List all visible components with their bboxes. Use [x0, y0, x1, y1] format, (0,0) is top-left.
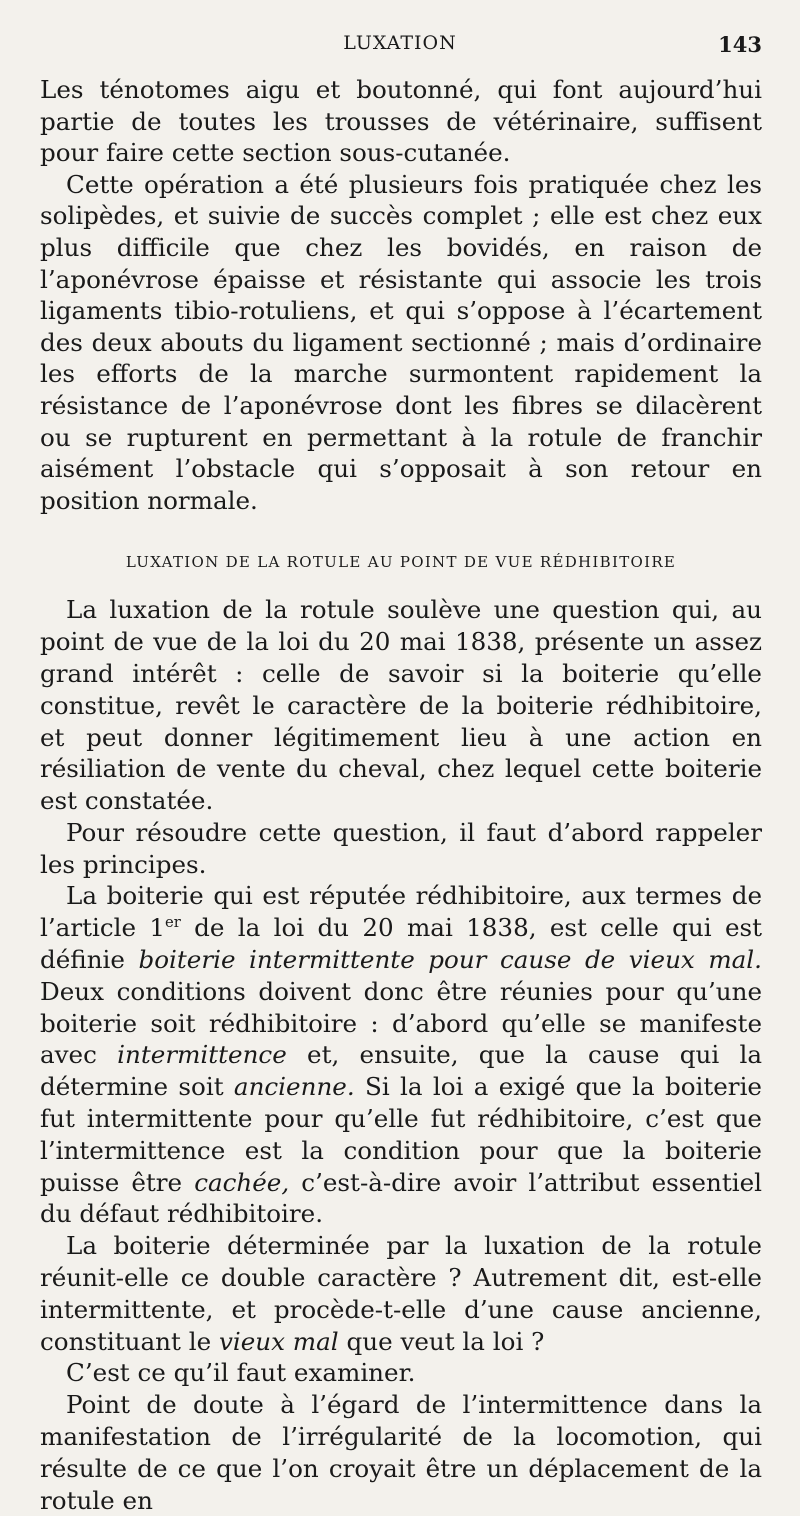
paragraph-intermittence: Point de doute à l’égard de l’intermittence dans la manifestation de l’irrégularité de la locomotion, qui résulte de ce que l’on croyait être un déplacement de la rotule en — [40, 1390, 762, 1515]
paragraph-principles: Pour résoudre cette question, il faut d’abord rappeler les principes. — [40, 817, 762, 879]
superscript: er — [165, 914, 181, 932]
italic-phrase: ancienne. — [233, 1072, 355, 1102]
italic-phrase: boiterie intermittente pour cause de vieux mal. — [138, 945, 762, 975]
paragraph-tenotomes: Les ténotomes aigu et boutonné, qui font aujourd’hui partie de toutes les trousses de vétérinaire, suffisent pour faire cette section sous-cutanée. — [40, 75, 762, 168]
text-run: et, ensuite, que la cause qui la détermine soit — [40, 1040, 762, 1102]
page-number: 143 — [718, 32, 762, 57]
running-title: LUXATION — [343, 32, 457, 54]
text-run: Deux conditions doivent donc être réunies pour qu’une boiterie soit rédhibitoire : d’abord qu’elle se manifeste avec — [40, 976, 762, 1070]
italic-phrase: vieux mal — [218, 1326, 339, 1356]
italic-phrase: cachée, — [194, 1167, 290, 1197]
section-heading: LUXATION DE LA ROTULE AU POINT DE VUE RÉDHIBITOIRE — [125, 553, 677, 572]
section-body — [40, 594, 762, 1516]
paragraph-question: La luxation de la rotule soulève une question qui, au point de vue de la loi du 20 mai 1838, présente un assez grand intérêt : celle de savoir si la boiterie qu’elle constitue, revêt le caractère de la boiterie rédhibitoire, et peut donner légitimement lieu à une action en résiliation de vente du cheval, chez lequel cette boiterie est constatée. — [40, 595, 762, 816]
paragraph-examine: C’est ce qu’il faut examiner. — [66, 1358, 416, 1388]
running-head — [0, 30, 800, 64]
italic-phrase: intermittence — [117, 1040, 287, 1070]
paragraph-double-character — [40, 1230, 762, 1357]
text-run: La boiterie qui est réputée rédhibitoire, aux termes de l’article 1 — [40, 881, 762, 943]
text-run: que veut la loi ? — [338, 1326, 545, 1356]
body-text — [40, 74, 762, 1516]
text-run: de la loi du 20 mai 1838, est celle qui est définie — [40, 913, 762, 975]
text-run: La boiterie déterminée par la luxation de la rotule réunit-elle ce double caractère ? Autrement dit, est-elle intermittente, et procède-t-elle d’une cause ancienne, constituant le — [40, 1231, 762, 1356]
paragraph-operation: Cette opération a été plusieurs fois pratiquée chez les solipèdes, et suivie de succès complet ; elle est chez eux plus difficile que chez les bovidés, en raison de l’aponévrose épaisse et résistante qui associe les trois ligaments tibio-rotuliens, et qui s’oppose à l’écartement des deux abouts du ligament sectionné ; mais d’ordinaire les efforts de la marche surmontent rapidement la résistance de l’aponévrose dont les fibres se dilacèrent ou se rupturent en permettant à la rotule de franchir aisément l’obstacle qui s’opposait à son retour en position normale. — [40, 169, 762, 515]
paragraph-law-article — [40, 880, 762, 1230]
text-run: Si la loi a exigé que la boiterie fut intermittente pour qu’elle fut rédhibitoire, c’est que l’intermittence est la condition pour que la boiterie puisse être — [40, 1072, 762, 1197]
text-run: c’est-à-dire avoir l’attribut essentiel du défaut rédhibitoire. — [40, 1167, 762, 1229]
